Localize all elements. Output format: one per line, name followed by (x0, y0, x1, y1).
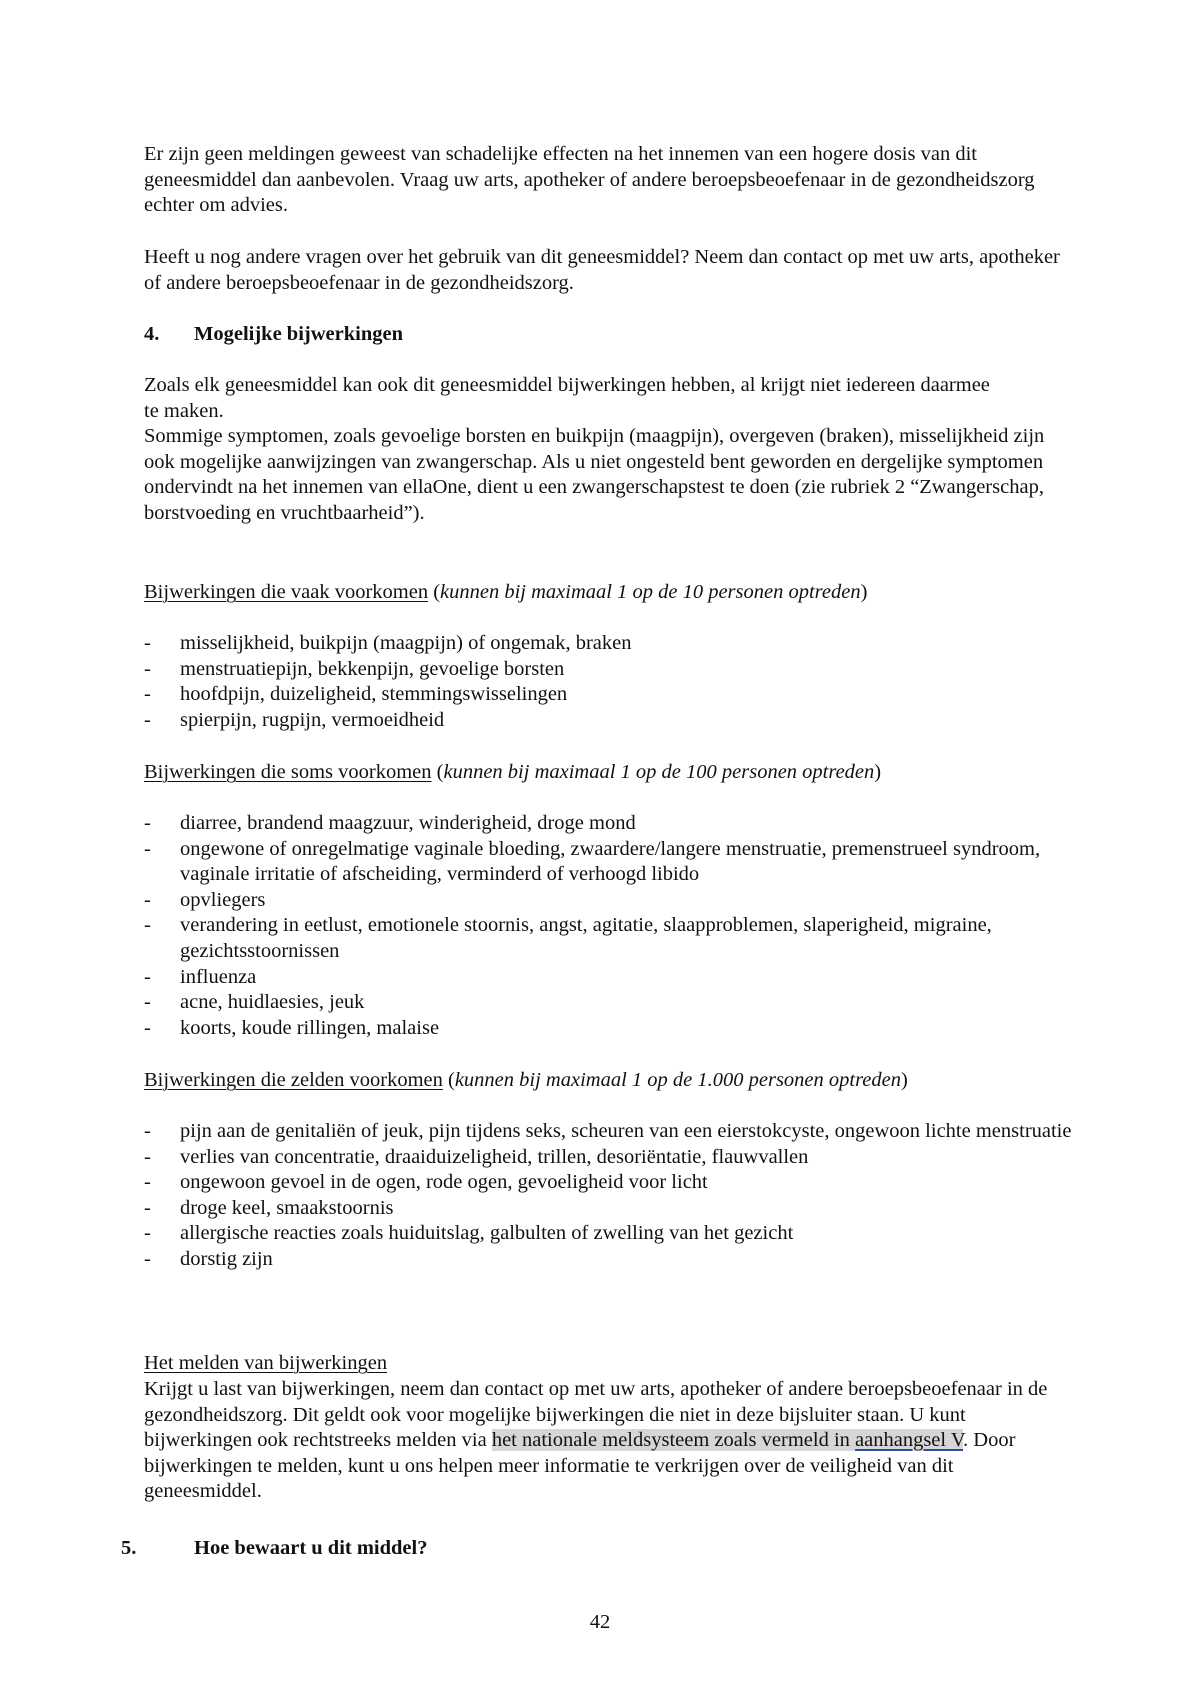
annex-v-link[interactable]: aanhangsel V (855, 1429, 964, 1452)
dash-marker: - (144, 1016, 151, 1039)
reporting-heading (144, 1351, 387, 1377)
page-number: 42 (589, 1611, 611, 1633)
reporting-title: Het melden van bijwerkingen (144, 1352, 388, 1374)
side-effects-intro-line-2: te maken. (144, 399, 224, 422)
list-item (144, 837, 1074, 888)
rare-side-effects-heading (144, 1068, 908, 1094)
list-item (144, 1196, 1074, 1222)
list-item (144, 1170, 1074, 1196)
dash-marker: - (144, 1247, 151, 1270)
reporting-text-before: Krijgt u last van bijwerkingen, neem dan contact op met uw arts, apotheker of andere beroepsbeoefenaar in de gezondheidszorg. Dit geldt ook voor mogelijke bijwerkingen die niet in deze bijsluiter staan. U kunt bijwerkingen ook rechtstreeks melden via (144, 1378, 1048, 1452)
common-side-effects-list (144, 631, 1074, 733)
list-item (144, 1119, 1074, 1145)
uncommon-side-effects-list (144, 811, 1074, 1041)
dash-marker: - (144, 683, 151, 706)
uncommon-open-paren: ( (431, 761, 444, 783)
list-item (144, 1145, 1074, 1171)
reporting-highlight-text: het nationale meldsysteem zoals vermeld in (491, 1429, 856, 1452)
common-frequency: kunnen bij maximaal 1 op de 10 personen optreden (440, 581, 861, 603)
list-item-text: diarree, brandend maagzuur, winderigheid, droge mond (180, 812, 636, 834)
list-item-text: opvliegers (180, 888, 266, 911)
dash-marker: - (144, 657, 151, 680)
list-item (144, 631, 1074, 657)
section-5-number: 5. (121, 1537, 137, 1559)
overdose-paragraph: Er zijn geen meldingen geweest van schadelijke effecten na het innemen van een hogere dosis van dit geneesmiddel dan aanbevolen. Vraag uw arts, apotheker of andere beroepsbeoefenaar in de gezondheidszorg echter om advies. (144, 143, 1035, 217)
rare-title: Bijwerkingen die zelden voorkomen (144, 1069, 443, 1091)
list-item (144, 965, 1074, 991)
common-title: Bijwerkingen die vaak voorkomen (144, 581, 429, 603)
section-4-title: Mogelijke bijwerkingen (194, 323, 403, 345)
pregnancy-symptoms-paragraph: Sommige symptomen, zoals gevoelige borsten en buikpijn (maagpijn), overgeven (braken), misselijkheid zijn ook mogelijke aanwijzingen van zwangerschap. Als u niet ongesteld bent geworden en dergelijke symptomen ondervindt na het innemen van ellaOne, dient u een zwangerschapstest te doen (zie rubriek 2 “Zwangerschap, borstvoeding en vruchtbaarheid”). (144, 425, 1045, 524)
uncommon-frequency: kunnen bij maximaal 1 op de 100 personen optreden (443, 761, 875, 783)
list-item-text: acne, huidlaesies, jeuk (180, 991, 365, 1014)
section-5-title: Hoe bewaart u dit middel? (194, 1537, 428, 1559)
dash-marker: - (144, 1196, 151, 1219)
dash-marker: - (144, 812, 151, 834)
dash-marker: - (144, 632, 151, 654)
list-item-text: verlies van concentratie, draaiduizeligheid, trillen, desoriëntatie, flauwvallen (180, 1145, 809, 1168)
side-effects-intro-line-1: Zoals elk geneesmiddel kan ook dit geneesmiddel bijwerkingen hebben, al krijgt niet iedereen daarmee (144, 374, 990, 396)
uncommon-side-effects-heading (144, 760, 881, 786)
dash-marker: - (144, 708, 151, 731)
dash-marker: - (144, 991, 151, 1014)
list-item (144, 682, 1074, 708)
list-item-text: allergische reacties zoals huiduitslag, galbulten of zwelling van het gezicht (180, 1222, 794, 1245)
dash-marker: - (144, 914, 151, 937)
side-effects-intro (144, 373, 1074, 527)
reporting-highlight (492, 1429, 963, 1451)
list-item (144, 1221, 1074, 1247)
list-item (144, 708, 1074, 734)
list-item-text: influenza (180, 965, 257, 988)
list-item-text: misselijkheid, buikpijn (maagpijn) of ongemak, braken (180, 632, 632, 654)
list-item (144, 657, 1074, 683)
list-item (144, 1016, 1074, 1042)
dash-marker: - (144, 888, 151, 911)
dash-marker: - (144, 1171, 151, 1194)
list-item-text: ongewoon gevoel in de ogen, rode ogen, gevoeligheid voor licht (180, 1171, 708, 1194)
list-item-text: hoofdpijn, duizeligheid, stemmingswisselingen (180, 683, 568, 706)
rare-close-paren: ) (901, 1069, 908, 1091)
list-item-text: koorts, koude rillingen, malaise (180, 1016, 440, 1039)
common-open-paren: ( (428, 581, 441, 603)
list-item-text: pijn aan de genitaliën of jeuk, pijn tijdens seks, scheuren van een eierstokcyste, ongewoon lichte menstruatie (180, 1120, 1072, 1142)
rare-frequency: kunnen bij maximaal 1 op de 1.000 personen optreden (454, 1069, 902, 1091)
list-item (144, 990, 1074, 1016)
dash-marker: - (144, 837, 151, 860)
common-side-effects-heading (144, 580, 867, 606)
reporting-text-after: . Door bijwerkingen te melden, kunt u ons helpen meer informatie te verkrijgen over de veiligheid van dit geneesmiddel. (144, 1429, 1016, 1503)
uncommon-close-paren: ) (874, 761, 882, 783)
list-item-text: menstruatiepijn, bekkenpijn, gevoelige borsten (180, 657, 565, 680)
dash-marker: - (144, 1222, 151, 1245)
uncommon-title: Bijwerkingen die soms voorkomen (144, 761, 432, 783)
list-item (144, 1247, 1074, 1273)
rare-open-paren: ( (442, 1069, 455, 1091)
list-item (144, 888, 1074, 914)
list-item-text: dorstig zijn (180, 1247, 273, 1270)
questions-paragraph: Heeft u nog andere vragen over het gebruik van dit geneesmiddel? Neem dan contact op met uw arts, apotheker of andere beroepsbeoefenaar in de gezondheidszorg. (144, 246, 1060, 294)
list-item-text: verandering in eetlust, emotionele stoornis, angst, agitatie, slaapproblemen, slaperigheid, migraine, gezichtsstoornissen (180, 914, 992, 962)
dash-marker: - (144, 1120, 151, 1142)
section-4-number: 4. (144, 323, 160, 345)
list-item-text: droge keel, smaakstoornis (180, 1196, 394, 1219)
reporting-paragraph (144, 1377, 1074, 1505)
common-close-paren: ) (860, 581, 868, 603)
list-item-text: spierpijn, rugpijn, vermoeidheid (180, 708, 445, 731)
list-item-text: ongewone of onregelmatige vaginale bloeding, zwaardere/langere menstruatie, premenstrueel syndroom, vaginale irritatie of afscheiding, verminderd of verhoogd libido (180, 837, 1041, 886)
dash-marker: - (144, 1145, 151, 1168)
list-item (144, 913, 1074, 964)
rare-side-effects-list (144, 1119, 1074, 1273)
list-item (144, 811, 1074, 837)
dash-marker: - (144, 965, 151, 988)
